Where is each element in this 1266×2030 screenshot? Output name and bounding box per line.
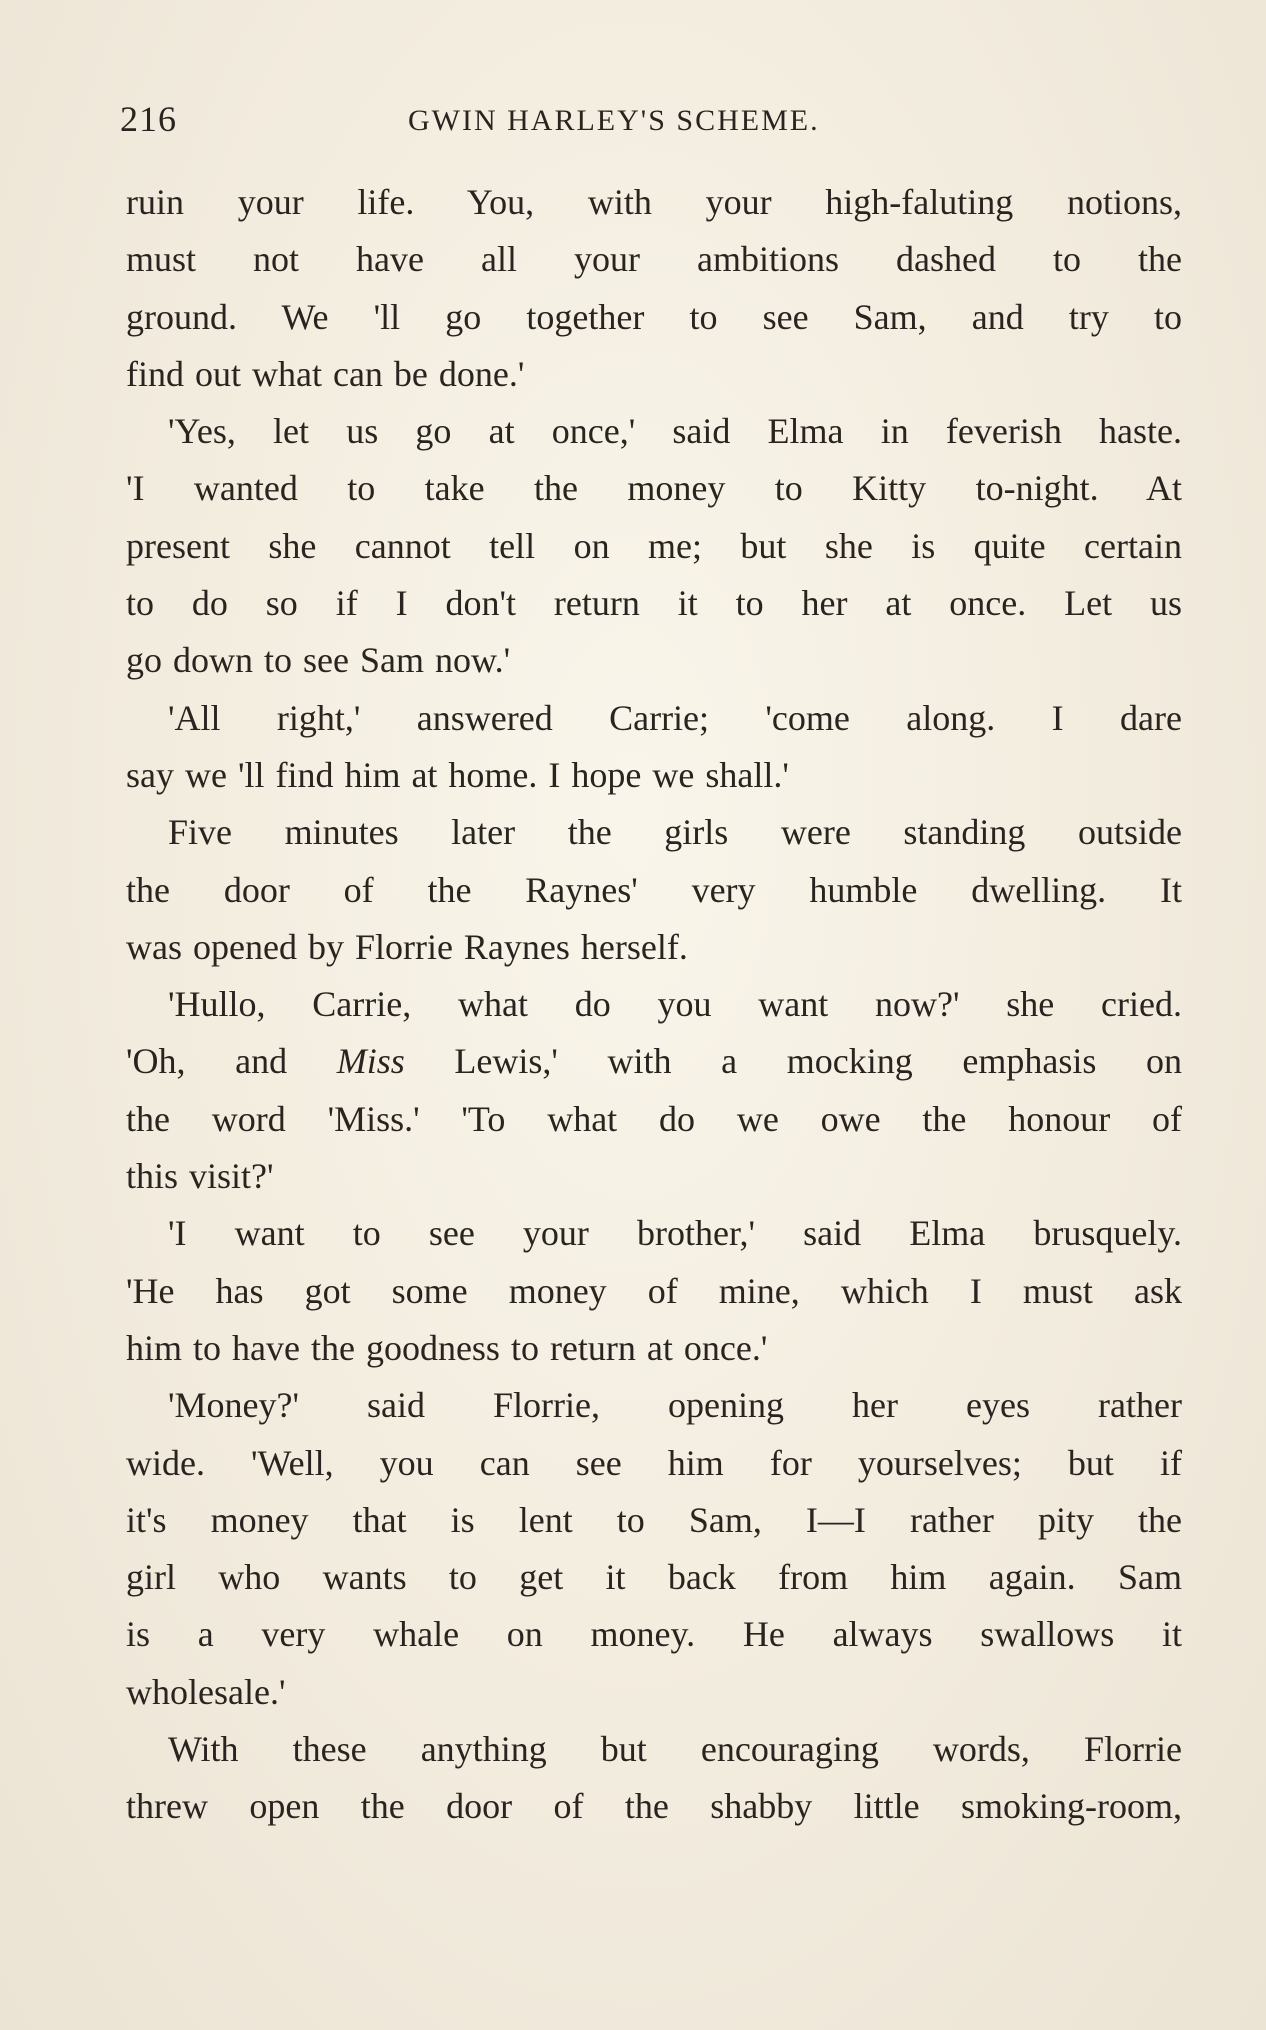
text-line: 'I wanted to take the money to Kitty to-night. At xyxy=(126,468,1182,509)
running-head xyxy=(120,98,1180,146)
text-line: 'Money?' said Florrie, opening her eyes rather xyxy=(168,1385,1182,1426)
text-line: it's money that is lent to Sam, I—I rather pity the xyxy=(126,1499,1182,1540)
text-line: wholesale.' xyxy=(126,1671,286,1712)
text-line: ruin your life. You, with your high-faluting notions, xyxy=(126,182,1182,222)
text-line: go down to see Sam now.' xyxy=(126,640,511,681)
text-line: 'I want to see your brother,' said Elma brusquely. xyxy=(168,1213,1182,1254)
text-line: Five minutes later the girls were standing outside xyxy=(168,812,1182,853)
text-line: 'Oh, and Miss Lewis,' with a mocking emphasis on xyxy=(126,1041,1182,1082)
text-line: wide. 'Well, you can see him for yourselves; but if xyxy=(126,1442,1182,1483)
text-line: ground. We 'll go together to see Sam, and try to xyxy=(126,296,1182,337)
text-line: 'He has got some money of mine, which I must ask xyxy=(126,1270,1182,1311)
text-line: was opened by Florrie Raynes herself. xyxy=(126,926,688,967)
text-line: 'Hullo, Carrie, what do you want now?' she cried. xyxy=(168,984,1182,1025)
text-line: threw open the door of the shabby little smoking-room, xyxy=(126,1786,1182,1827)
running-title: GWIN HARLEY'S SCHEME. xyxy=(408,104,820,137)
text-line: present she cannot tell on me; but she is quite certain xyxy=(126,525,1182,566)
text-line: the door of the Raynes' very humble dwelling. It xyxy=(126,869,1182,910)
text-line: say we 'll find him at home. I hope we shall.' xyxy=(126,754,789,795)
page-number: 216 xyxy=(120,99,177,139)
text-line: With these anything but encouraging words, Florrie xyxy=(168,1729,1182,1770)
body-text xyxy=(126,174,1182,1836)
text-line: to do so if I don't return it to her at once. Let us xyxy=(126,583,1182,624)
text-line: girl who wants to get it back from him again. Sam xyxy=(126,1557,1182,1598)
text-line: must not have all your ambitions dashed to the xyxy=(126,239,1182,280)
text-line: 'All right,' answered Carrie; 'come along. I dare xyxy=(168,697,1182,738)
text-line: the word 'Miss.' 'To what do we owe the honour of xyxy=(126,1098,1182,1139)
text-line: is a very whale on money. He always swallows it xyxy=(126,1614,1182,1655)
text-line: this visit?' xyxy=(126,1156,274,1197)
text-line: him to have the goodness to return at once.' xyxy=(126,1327,768,1368)
text-line: find out what can be done.' xyxy=(126,353,525,394)
text-line: 'Yes, let us go at once,' said Elma in feverish haste. xyxy=(168,411,1182,452)
